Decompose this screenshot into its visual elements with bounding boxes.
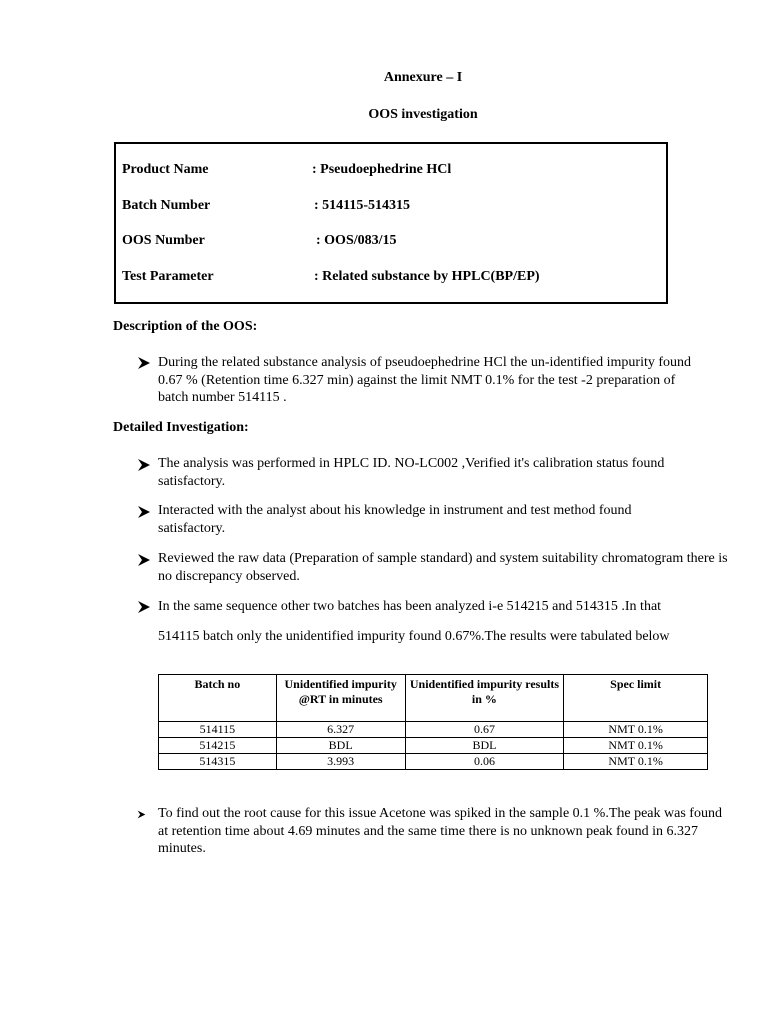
annexure-title: Annexure – I (383, 70, 463, 85)
investigation-item: In the same sequence other two batches has been analyzed i-e 514215 and 514315 .In that (158, 599, 662, 614)
info-value: : OOS/083/15 (316, 233, 397, 248)
table-cell: 6.327 (276, 722, 405, 738)
table-cell: 3.993 (276, 754, 405, 770)
column-header: Unidentified impurity @RT in minutes (276, 675, 405, 722)
table-cell: NMT 0.1% (564, 738, 708, 754)
arrow-bullet-icon (137, 600, 151, 614)
investigation-heading: Detailed Investigation: (113, 420, 249, 435)
table-cell: 0.67 (405, 722, 564, 738)
table-cell: 0.06 (405, 754, 564, 770)
table-cell: NMT 0.1% (564, 754, 708, 770)
arrow-bullet-icon (137, 505, 151, 519)
arrow-bullet-icon (137, 458, 151, 472)
investigation-item: The analysis was performed in HPLC ID. NO-LC002 ,Verified it's calibration status found satisfactory. (158, 456, 665, 489)
table-cell: NMT 0.1% (564, 722, 708, 738)
info-label: Batch Number (122, 198, 211, 213)
table-cell: 514115 (159, 722, 277, 738)
investigation-continuation: 514115 batch only the unidentified impurity found 0.67%.The results were tabulated below (158, 629, 670, 644)
column-header: Batch no (159, 675, 277, 722)
table-header-row (159, 675, 708, 722)
column-header: Spec limit (564, 675, 708, 722)
investigation-item: Reviewed the raw data (Preparation of sample standard) and system suitability chromatogram there is no discrepancy observed. (158, 551, 728, 584)
info-value: : Related substance by HPLC(BP/EP) (314, 269, 540, 284)
table-cell: 514315 (159, 754, 277, 770)
small-arrow-bullet-icon (137, 810, 146, 819)
arrow-bullet-icon (137, 553, 151, 567)
investigation-item: Interacted with the analyst about his knowledge in instrument and test method found satisfactory. (158, 503, 632, 536)
table-cell: BDL (405, 738, 564, 754)
column-header: Unidentified impurity results in % (405, 675, 564, 722)
table-cell: 514215 (159, 738, 277, 754)
info-label: OOS Number (122, 233, 205, 248)
info-label: Product Name (122, 162, 209, 177)
oos-info-box (114, 142, 668, 304)
description-heading: Description of the OOS: (113, 319, 258, 334)
table-row (159, 722, 708, 738)
document-title: OOS investigation (368, 107, 478, 122)
arrow-bullet-icon (137, 356, 151, 370)
info-label: Test Parameter (122, 269, 214, 284)
info-value: : Pseudoephedrine HCl (312, 162, 452, 177)
root-cause-item: To find out the root cause for this issue Acetone was spiked in the sample 0.1 %.The peak was found at retention time about 4.69 minutes and the same time there is no unknown peak found in 6.327 minutes. (158, 806, 722, 856)
table-cell: BDL (276, 738, 405, 754)
description-item: During the related substance analysis of pseudoephedrine HCl the un-identified impurity found 0.67 % (Retention time 6.327 min) against the limit NMT 0.1% for the test -2 preparation of batch number 514115 . (158, 355, 692, 405)
table-row (159, 738, 708, 754)
table-row (159, 754, 708, 770)
info-value: : 514115-514315 (314, 198, 411, 213)
results-table (158, 674, 708, 770)
